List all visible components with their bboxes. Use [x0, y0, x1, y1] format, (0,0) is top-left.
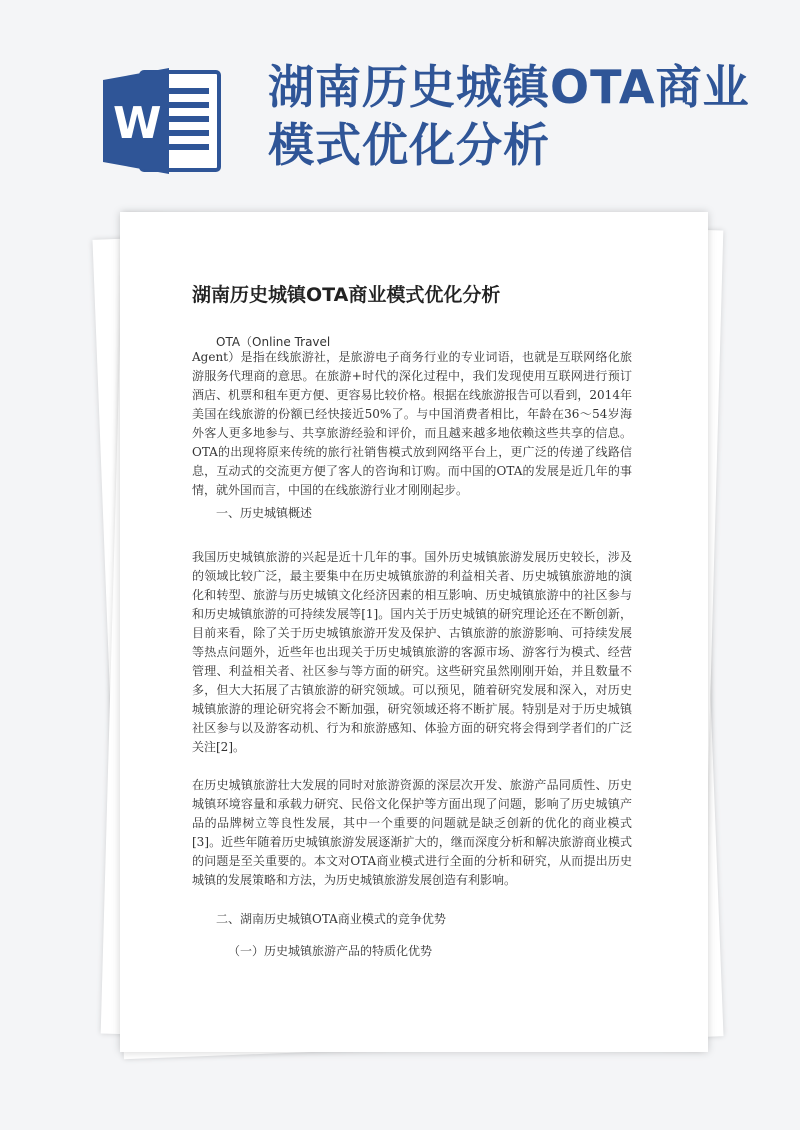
document-title: 湖南历史城镇OTA商业模式优化分析 [192, 284, 501, 306]
intro-lead: OTA（Online Travel [216, 335, 331, 349]
word-document-icon [103, 66, 223, 176]
svg-text:W: W [113, 98, 162, 149]
subsection-heading-1: （一）历史城镇旅游产品的特质化优势 [228, 944, 433, 958]
section-heading-1: 一、历史城镇概述 [216, 506, 313, 520]
section-heading-2: 二、湖南历史城镇OTA商业模式的竞争优势 [216, 912, 446, 926]
paragraph-2: 在历史城镇旅游壮大发展的同时对旅游资源的深层次开发、旅游产品同质性、历史城镇环境容量和承载力研究、民俗文化保护等方面出现了问题，影响了历史城镇产品的品牌树立等良性发展，其中一个重要的问题就是缺乏创新的优化的商业模式[3]。近些年随着历史城镇旅游发展逐渐扩大的，继而深度分析和解决旅游商业模式的问题是至关重要的。本文对OTA商业模式进行全面的分析和研究，从而提出历史城镇的发展策略和方法，为历史城镇旅游发展创造有利影响。 [192, 778, 632, 887]
paragraph-1: 我国历史城镇旅游的兴起是近十几年的事。国外历史城镇旅游发展历史较长，涉及的领域比较广泛，最主要集中在历史城镇旅游的利益相关者、历史城镇旅游地的演化和转型、旅游与历史城镇文化经济因素的相互影响、历史城镇旅游中的社区参与和历史城镇旅游的可持续发展等[1]。国内关于历史城镇的研究理论还在不断创新，目前来看，除了关于历史城镇旅游开发及保护、古镇旅游的旅游影响、可持续发展等热点问题外，近些年也出现关于历史城镇旅游的客源市场、游客行为模式、经营管理、利益相关者、社区参与等方面的研究。这些研究虽然刚刚开始，并且数量不多，但大大拓展了古镇旅游的研究领域。可以预见，随着研究发展和深入，对历史城镇旅游的理论研究将会不断加强，研究领域还将不断扩展。特别是对于历史城镇社区参与以及游客动机、行为和旅游感知、体验方面的研究将会得到学者们的广泛关注[2]。 [192, 550, 632, 754]
intro-paragraph: Agent）是指在线旅游社，是旅游电子商务行业的专业词语，也就是互联网络化旅游服务代理商的意思。在旅游+时代的深化过程中，我们发现使用互联网进行预订酒店、机票和租车更方便、更容易比较价格。根据在线旅游报告可以看到，2014年美国在线旅游的份额已经快接近50%了。与中国消费者相比，年龄在36～54岁海外客人更多地参与、共享旅游经验和评价，而且越来越多地依赖这些共享的信息。OTA的出现将原来传统的旅行社销售模式放到网络平台上，更广泛的传递了线路信息，互动式的交流更方便了客人的咨询和订购。而中国的OTA的发展是近几年的事情，就外国而言，中国的在线旅游行业才刚刚起步。 [192, 350, 632, 497]
banner-title: 湖南历史城镇OTA商业模式优化分析 [268, 60, 750, 172]
